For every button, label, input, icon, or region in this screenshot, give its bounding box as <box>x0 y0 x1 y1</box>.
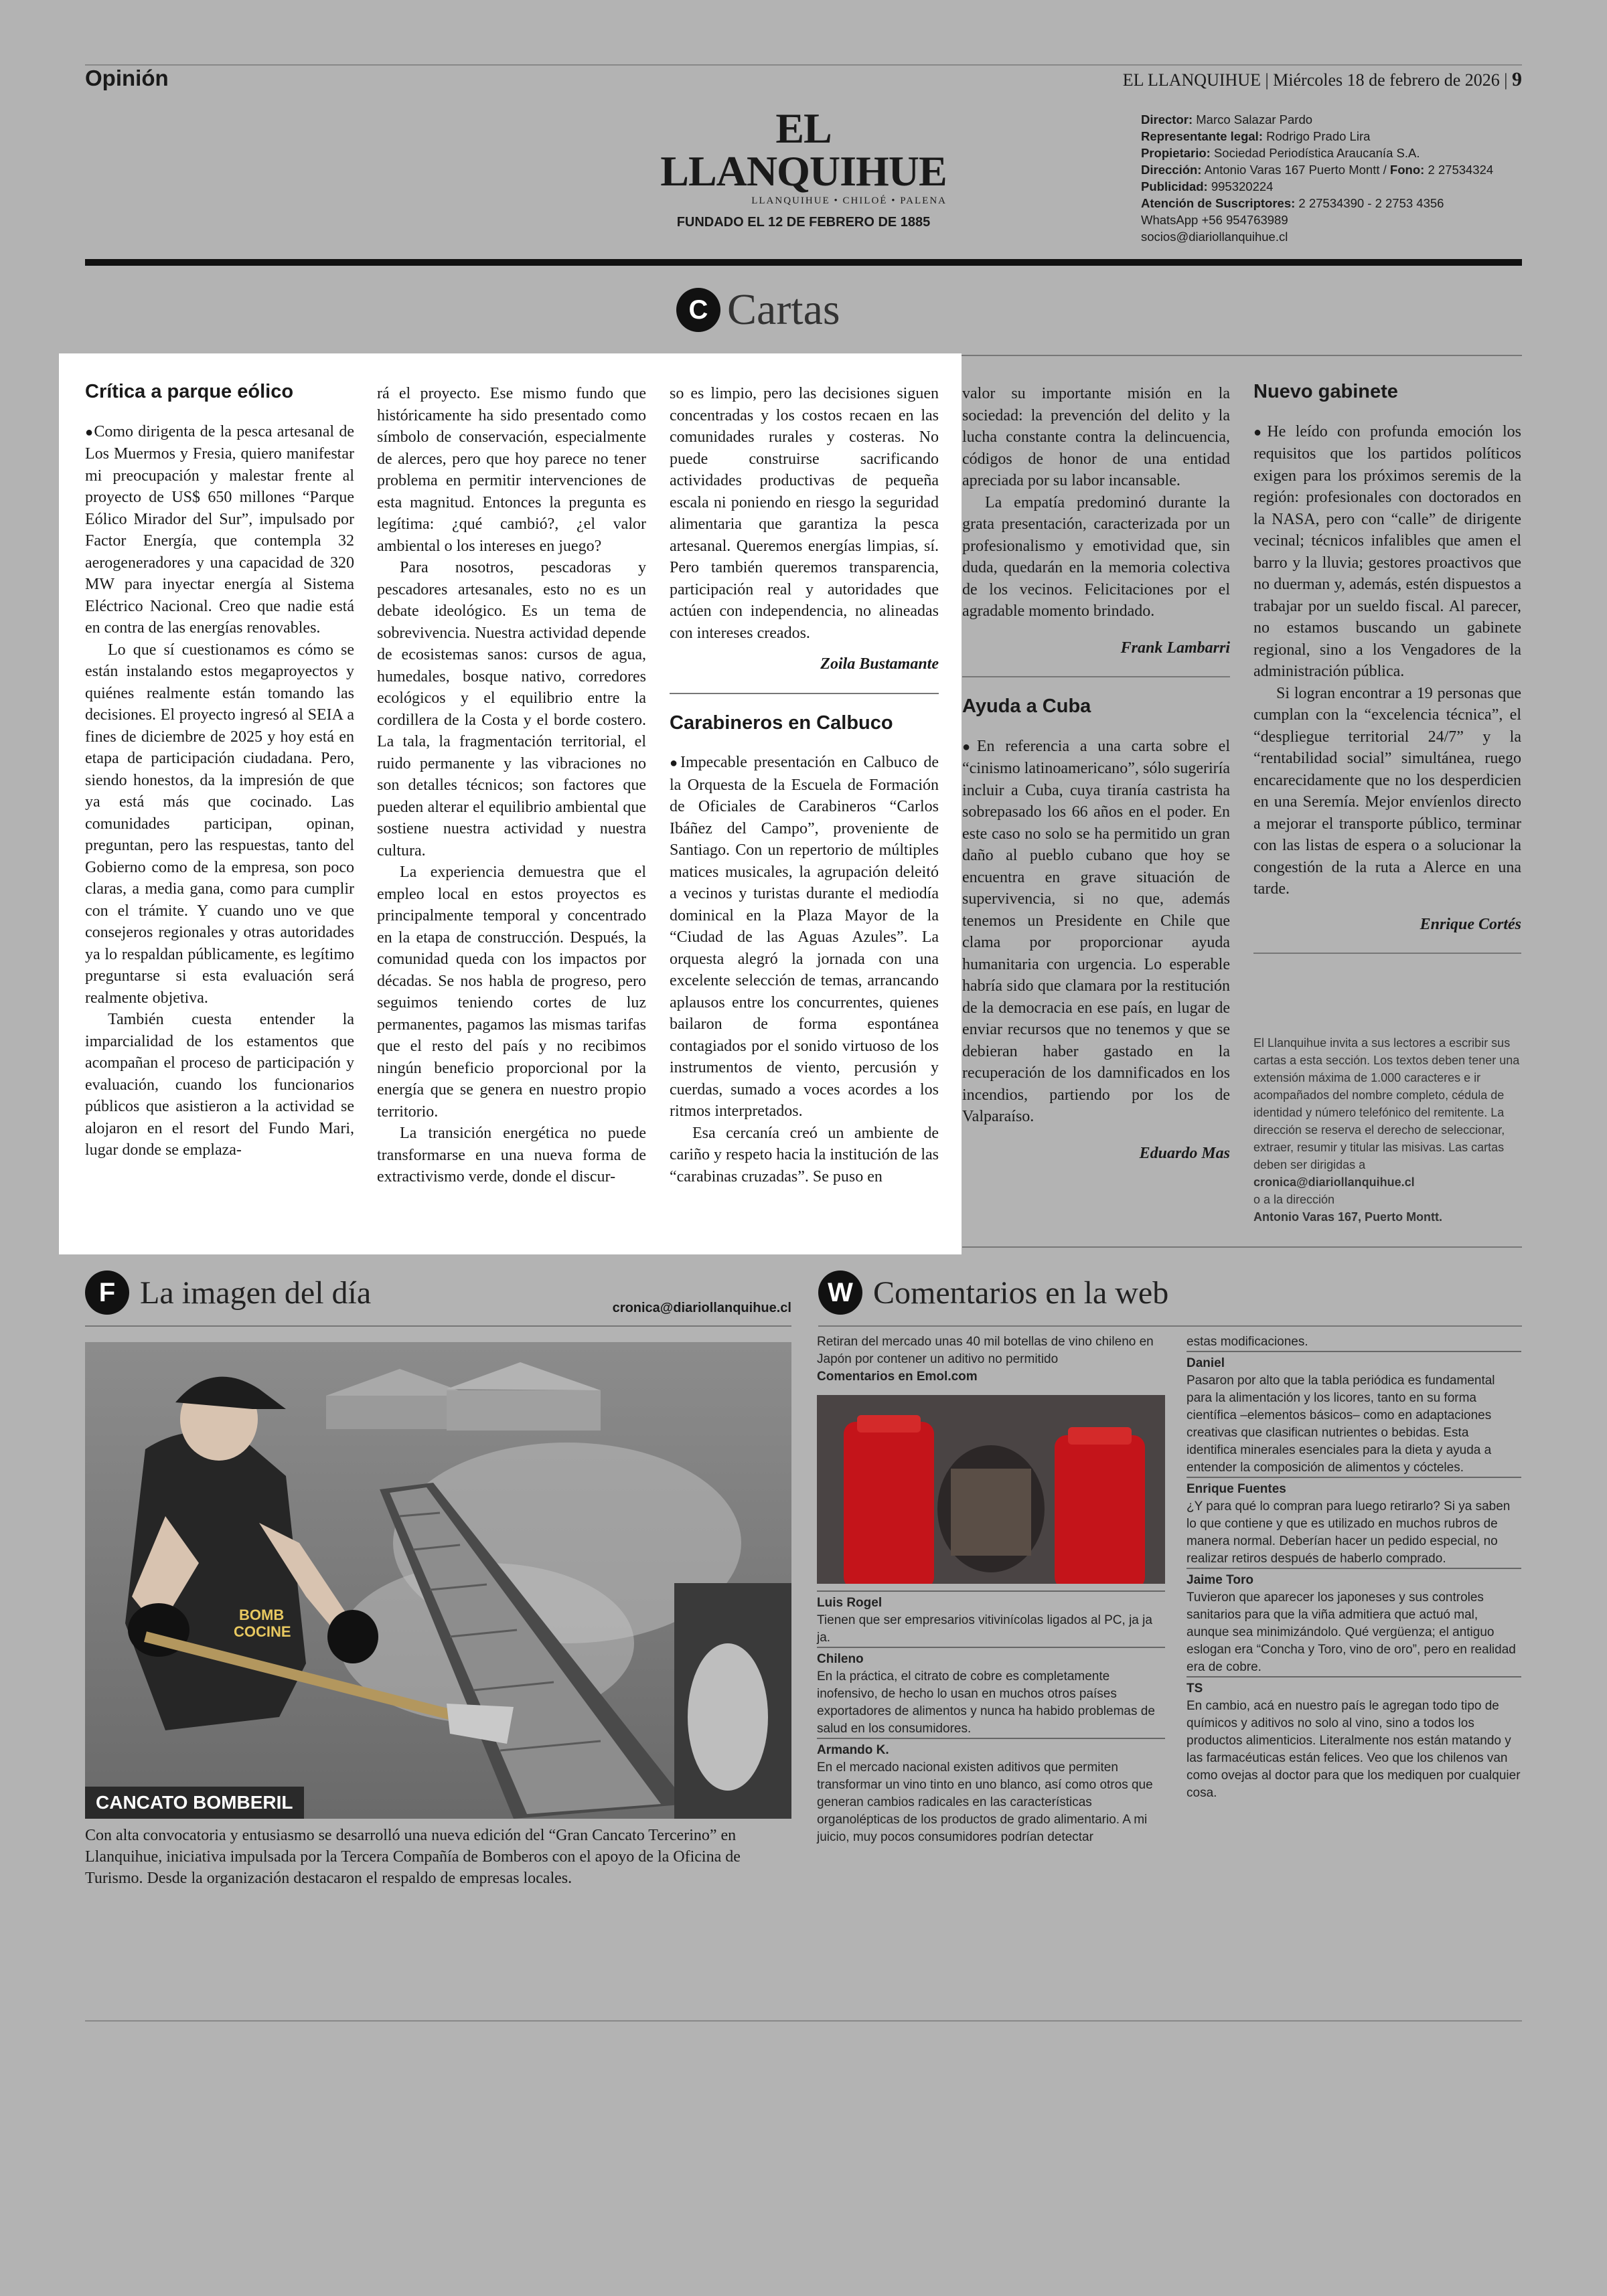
letter-paragraph: ● He leído con profunda emoción los requisitos que los partidos políticos exigen para los próximos seremis de la región: profesionales con doctorados en la NASA, pero con “calle” de dirigente vecinal; técnicos infalibles que amen el barro y la lluvia; gestores proactivos que no duerman y, además, estén dispuestos a trabajar por un sueldo fiscal. Al parecer, no estamos buscando un gabinete regional, sino a los Vengadores de la administración pública. <box>1253 421 1521 683</box>
comentarios-right-column <box>1187 1333 1521 1802</box>
comment-continuation: estas modificaciones. <box>1187 1335 1308 1349</box>
submission-note <box>1253 1034 1521 1226</box>
wine-photo <box>817 1395 1165 1584</box>
letter-divider <box>1253 953 1521 954</box>
letter-paragraph: ● Como dirigenta de la pesca artesanal de Los Muermos y Fresia, quiero manifestar mi preocupación y malestar frente al proyecto de US$ 650 millones “Parque Eólico Mirador del Sur”, impulsado por Factor Energía, que contempla 32 aerogeneradores y una capacidad de 320 MW para inyectar energía al Sistema Eléctrico Nacional. Creo que nadie está en contra de las energías renovables. <box>85 421 354 639</box>
comment <box>1187 1477 1521 1568</box>
newspaper-name: EL LLANQUIHUE <box>1122 70 1261 90</box>
header-rule <box>85 259 1522 266</box>
comment <box>817 1738 1165 1846</box>
logo-subtitle: LLANQUIHUE • CHILOÉ • PALENA <box>751 195 947 206</box>
comment <box>1187 1568 1521 1676</box>
comment <box>817 1647 1165 1738</box>
masthead-line: Atención de Suscriptores: 2 27534390 - 2 2753 4356 <box>1141 196 1444 210</box>
letter-title: Ayuda a Cuba <box>962 695 1091 717</box>
cartas-heading <box>676 284 840 335</box>
date-line: EL LLANQUIHUE | Miércoles 18 de febrero de 2026 | 9 <box>1122 68 1522 90</box>
letter-paragraph: Esa cercanía creó un ambiente de cariño y respeto hacia la institución de las “carabinas cruzadas”. Se puso en <box>670 1124 939 1185</box>
comment-author: TS <box>1187 1682 1203 1696</box>
comment-author: Enrique Fuentes <box>1187 1482 1286 1496</box>
note-text: El Llanquihue invita a sus lectores a escribir sus cartas a esta sección. Los textos deben tener una extensión máxima de 1.000 caracteres e ir acompañados del nombre completo, cédula de identidad y número telefónico del remitente. La dirección se reserva el derecho de seleccionar, extraer, resumir y titular las misivas. Las cartas deben ser dirigidas a <box>1253 1036 1520 1171</box>
photo-illustration <box>85 1342 791 1819</box>
letter-column-3 <box>670 383 939 1187</box>
comment <box>817 1590 1165 1647</box>
comment-text: En cambio, acá en nuestro país le agregan todo tipo de químicos y aditivos no solo al vino, sino a todos los productos alimenticios. Literalmente nos están matando y las farmacéuticas están felices. Veo que los chilenos van como ovejas al doctor para que los mediquen por cualquier cosa. <box>1187 1699 1521 1800</box>
comentarios-left-column <box>817 1333 1165 1846</box>
comment <box>1187 1351 1521 1477</box>
letter-signature: Eduardo Mas <box>1139 1144 1230 1162</box>
letter-paragraph: Para nosotros, pescadoras y pescadores artesanales, esto no es un debate ideológico. Es un tema de sobrevivencia. Nuestra actividad depende de ecosistemas sanos: cursos de agua, humedales, bosque nativo, corredores ecológicos y el equilibrio entre la cordillera de la Costa y el borde costero. La tala, la fragmentación territorial, el ruido permanente y las vibraciones no son detalles técnicos; son factores que pueden alterar el equilibrio ambiental que sostiene nuestra actividad y nuestra cultura. <box>377 559 646 859</box>
wine-bottles-illustration <box>817 1395 1165 1584</box>
letter-paragraph: La transición energética no puede transformarse en una nueva forma de extractivismo verde, donde el discur- <box>377 1125 646 1185</box>
comment-text: ¿Y para qué lo compran para luego retirarlo? Si ya saben lo que contiene y que es utilizado en muchos rubros de manera normal. Deberían hacer un pedido especial, no realizar retiros después de haberlo comprado. <box>1187 1499 1511 1566</box>
logo-title: EL LLANQUIHUE <box>660 104 947 195</box>
comments-source: Comentarios en Emol.com <box>817 1370 978 1384</box>
masthead-line: Dirección: Antonio Varas 167 Puerto Montt / Fono: 2 27534324 <box>1141 163 1494 177</box>
newspaper-logo <box>656 104 951 230</box>
letter-title: Crítica a parque eólico <box>85 381 294 402</box>
letter-paragraph: Lo que sí cuestionamos es cómo se están instalando estos megaproyectos y quiénes realmente están tomando las decisiones. El proyecto ingresó al SEIA a fines de diciembre de 2025 y hoy está en etapa de participación ciudadana. Pero, siendo honestos, da la impresión de que ya está más que cocinado. Las comunidades participan, opinan, preguntan, pero las respuestas, tanto del Gobierno como de la empresa, son poco claras, a media gana, como para cumplir con el trámite. Y cuando uno ve que consejeros regionales y otras autoridades ya lo respaldan públicamente, es legítimo preguntarse si esta evaluación será realmente objetiva. <box>85 641 354 1007</box>
imagen-rule <box>85 1325 791 1327</box>
top-rule <box>85 64 1522 66</box>
page-number: 9 <box>1512 68 1522 90</box>
letter-paragraph: La empatía predominó durante la grata presentación, caracterizada por un profesionalismo y emotividad que, sin duda, quedarán en la memoria colectiva de los vecinos. Felicitaciones por el agradable momento brindado. <box>962 493 1230 620</box>
founded-line: FUNDADO EL 12 DE FEBRERO DE 1885 <box>676 215 931 230</box>
masthead-line: Publicidad: 995320224 <box>1141 179 1274 193</box>
masthead-line[interactable]: socios@diariollanquihue.cl <box>1141 230 1288 244</box>
letter-paragraph: so es limpio, pero las decisiones siguen concentradas y los costos recaen en las comunidades rurales y costeras. No puede construirse sacrificando actividades productivas de pequeña escala ni poniendo en riesgo la seguridad alimentaria que garantiza la pesca artesanal. Queremos energías limpias, sí. Pero también queremos transparencia, participación real y autoridades que actúen con independencia, no alineadas con intereses creados. <box>670 385 939 642</box>
footer-rule <box>85 2020 1522 2022</box>
letter-divider <box>670 693 939 694</box>
masthead-line: Propietario: Sociedad Periodística Araucanía S.A. <box>1141 146 1420 160</box>
shirt-text: COCINE <box>234 1623 291 1640</box>
letter-paragraph: La experiencia demuestra que el empleo local en estos proyectos es principalmente temporal y concentrado en la etapa de construcción. Después, la comunidad queda con los impactos por décadas. Se nos habla de progreso, pero seguimos teniendo cortes de luz permanentes, pagamos las mismas tarifas que el resto del país y no recibimos ningún beneficio proporcional por la energía que se genera en nuestro propio territorio. <box>377 864 646 1121</box>
letter-title: Carabineros en Calbuco <box>670 712 893 734</box>
cartas-title: Cartas <box>727 285 840 334</box>
note-address: Antonio Varas 167, Puerto Montt. <box>1253 1210 1443 1224</box>
photo-label: CANCATO BOMBERIL <box>85 1787 304 1819</box>
comment-author: Daniel <box>1187 1356 1225 1370</box>
letter-signature: Zoila Bustamante <box>820 655 939 673</box>
comment-text: En el mercado nacional existen aditivos que permiten transformar un vino tinto en uno blanco, así como otros que generan cambios radicales en las características organolépticas de los productos de grado alimentario. A mi juicio, muy pocos consumidores podrían detectar <box>817 1760 1153 1844</box>
letter-signature: Frank Lambarri <box>1120 639 1230 657</box>
letter-column-4 <box>962 383 1230 1164</box>
photo-caption: Con alta convocatoria y entusiasmo se desarrolló una nueva edición del “Gran Cancato Tercerino” en Llanquihue, iniciativa impulsada por la Tercera Compañía de Bomberos con el apoyo de la Oficina de Turismo. Desde la organización destacaron el respaldo de empresas locales. <box>85 1827 741 1887</box>
comment-author: Luis Rogel <box>817 1596 883 1610</box>
imagen-heading <box>85 1270 371 1315</box>
comentarios-heading <box>818 1270 1168 1315</box>
cartas-badge: C <box>676 288 720 332</box>
note-email[interactable]: cronica@diariollanquihue.cl <box>1253 1175 1415 1189</box>
comentarios-badge: W <box>818 1270 862 1315</box>
letter-column-2 <box>377 383 646 1188</box>
letter-paragraph: Si logran encontrar a 19 personas que cumplan con la “excelencia técnica”, el “despliegue territorial 24/7” y la “rentabilidad social” simultánea, ruego encarecidamente que no los desperdicien en una Seremía. Mejor envíenlos directo a mejorar el transporte público, terminar con las listas de espera o a solucionar la congestión de la ruta a Alerce en una tarde. <box>1253 684 1521 898</box>
comment-author: Jaime Toro <box>1187 1573 1253 1587</box>
comment <box>1187 1676 1521 1802</box>
cartas-bottom-rule <box>962 1246 1522 1248</box>
letter-paragraph: También cuesta entender la imparcialidad de los estamentos que acompañan el proceso de participación y evaluación, cuando los funcionarios públicos que asistieron a la actividad se alojaron en el resort del Fundo Mari, lugar donde se emplaza- <box>85 1011 354 1159</box>
letter-paragraph: valor su importante misión en la sociedad: la prevención del delito y la lucha constante contra la delincuencia, códigos de honor de una entidad apreciada por su labor incansable. <box>962 385 1230 489</box>
letter-column-5 <box>1253 380 1521 954</box>
imagen-badge: F <box>85 1270 129 1315</box>
section-label: Opinión <box>85 66 169 90</box>
photo-of-the-day <box>85 1342 791 1819</box>
letter-signature: Enrique Cortés <box>1420 915 1521 933</box>
masthead-line: Director: Marco Salazar Pardo <box>1141 112 1313 127</box>
shirt-text: BOMB <box>239 1607 285 1623</box>
note-or: o a la dirección <box>1253 1193 1335 1206</box>
issue-date: Miércoles 18 de febrero de 2026 <box>1273 70 1500 90</box>
letter-paragraph: ● Impecable presentación en Calbuco de la Orquesta de la Escuela de Formación de Oficiales de Carabineros “Carlos Ibáñez del Campo”, proveniente de Santiago. Con un repertorio de múltiples matices musicales, la agrupación deleitó a vecinos y turistas durante el mediodía dominical en la Plaza Mayor de la “Ciudad de las Aguas Azules”. La orquesta alegró la jornada con una excelente selección de temas, arrancando aplausos entre los concurrentes, quienes bailaron de forma espontánea contagiados por el sonido virtuoso de los instrumentos de viento, percusión y cuerdas, sumado a voces acordes a los ritmos interpretados. <box>670 752 939 1123</box>
comentarios-title: Comentarios en la web <box>873 1275 1169 1311</box>
comment-text: Tuvieron que aparecer los japoneses y sus controles sanitarios para que la viña admitiera que actuó mal, aunque sea minimizándolo. Qué vergüenza; el antiguo eslogan era “Concha y Toro, vino de oro”, pero en realidad era de cobre. <box>1187 1590 1516 1674</box>
comment-text: En la práctica, el citrato de cobre es completamente inofensivo, de hecho lo usan en muchos otros países exportadores de alimentos y nunca ha habido problemas de salud en los consumidores. <box>817 1669 1155 1736</box>
comment-text: Pasaron por alto que la tabla periódica es fundamental para la alimentación y los licores, tanto en su forma científica –elementos básicos– como en adaptaciones creativas que clasifican nutrientes o bebidas. Esta identifica minerales esenciales para la dieta y ayuda a entender la composición de alimentos y cócteles. <box>1187 1374 1495 1475</box>
masthead-line: Representante legal: Rodrigo Prado Lira <box>1141 129 1371 143</box>
masthead <box>1141 111 1493 245</box>
imagen-title: La imagen del día <box>140 1275 372 1311</box>
comment-author: Chileno <box>817 1652 864 1666</box>
letter-title: Nuevo gabinete <box>1253 381 1398 402</box>
imagen-email[interactable]: cronica@diariollanquihue.cl <box>612 1301 791 1315</box>
letter-column-1 <box>85 380 354 1161</box>
masthead-line: WhatsApp +56 954763989 <box>1141 213 1288 227</box>
letter-divider <box>962 676 1230 677</box>
letter-paragraph: rá el proyecto. Ese mismo fundo que históricamente ha sido presentado como símbolo de conservación, especialmente de alerces, pero que hoy parece no tener problema en permitir intervenciones de esta magnitud. Entonces la pregunta es legítima: ¿qué cambió?, ¿el valor ambiental o los intereses en juego? <box>377 385 646 555</box>
comment-author: Armando K. <box>817 1743 889 1757</box>
article-headline[interactable]: Retiran del mercado unas 40 mil botellas de vino chileno en Japón por contener un aditivo no permitido <box>817 1335 1154 1366</box>
letter-paragraph: ● En referencia a una carta sobre el “cinismo latinoamericano”, sólo sugeriría incluir a Cuba, cuya tiranía castrista ha sobrepasado los 66 años en el poder. En este caso no solo se ha permitido un gran daño al pueblo cubano que hoy se encuentra en grave situación de supervivencia, si no que, además tenemos un Presidente en Chile que clama por proporcionar ayuda humanitaria con urgencia. Lo esperable habría sido que clamara por la restitución de la democracia en ese país, en lugar de enviar recursos que no tenemos y que se debieran haber gastado en la recuperación de los damnificados en los incendios, partiendo por los de Valparaíso. <box>962 736 1230 1128</box>
comment-text: Tienen que ser empresarios vitivinícolas ligados al PC, ja ja ja. <box>817 1613 1152 1645</box>
comentarios-rule <box>818 1325 1522 1327</box>
